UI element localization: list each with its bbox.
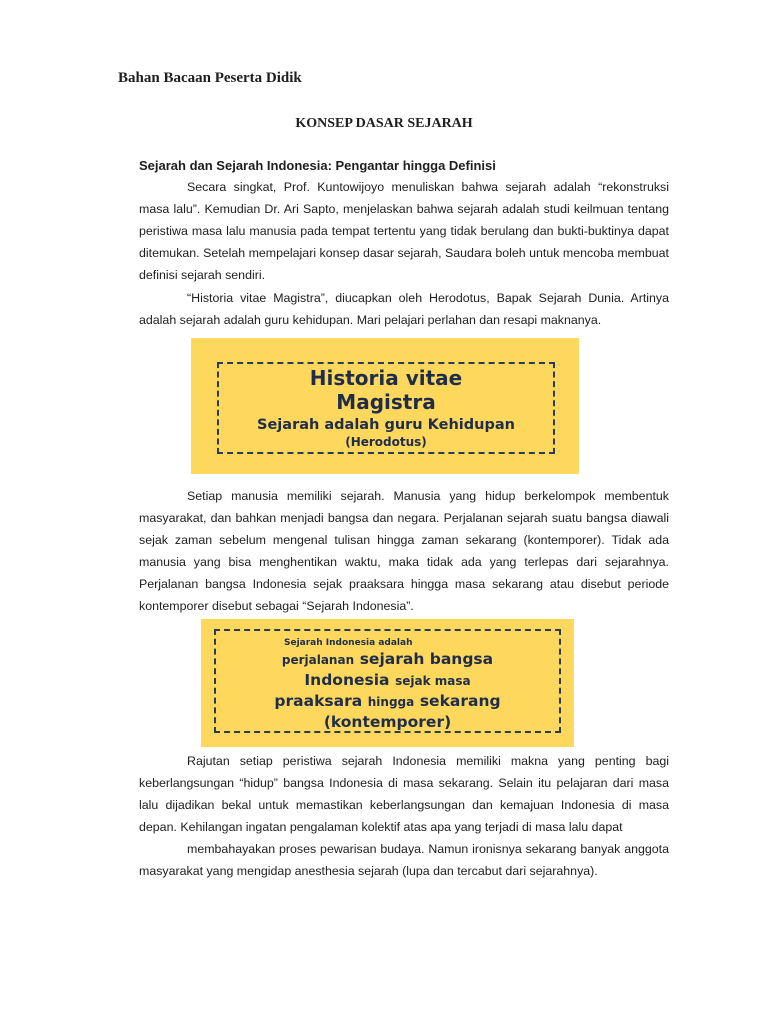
paragraph-2: “Historia vitae Magistra”, diucapkan oleh Herodotus, Bapak Sejarah Dunia. Artinya adalah sejarah adalah guru kehidupan. Mari pelajari perlahan dan resapi maknanya.: [139, 291, 669, 327]
banner-line-2: Magistra: [336, 390, 436, 414]
banner-text: sejarah bangsa: [359, 650, 494, 668]
banner-dashed-frame: [214, 629, 561, 733]
banner-text: Indonesia: [304, 671, 390, 689]
banner-line-3: Sejarah adalah guru Kehidupan: [257, 417, 515, 433]
banner-text: praaksara: [274, 692, 363, 710]
sejarah-indonesia-banner: [201, 619, 574, 747]
document-header: Bahan Bacaan Peserta Didik: [118, 70, 302, 86]
banner-line-1: Historia vitae: [309, 366, 463, 390]
historia-banner: [191, 338, 579, 474]
banner-text: sekarang: [419, 692, 501, 710]
section-subtitle: Sejarah dan Sejarah Indonesia: Pengantar hingga Definisi: [139, 158, 496, 173]
paragraph-1: Secara singkat, Prof. Kuntowijoyo menuliskan bahwa sejarah adalah “rekonstruksi masa lalu”. Kemudian Dr. Ari Sapto, menjelaskan bahwa sejarah adalah studi keilmuan tentang peristiwa masa lalu manusia pada tempat tertentu yang tidak berulang dan bukti-buktinya dapat ditemukan. Setelah mempelajari konsep dasar sejarah, Saudara boleh untuk mencoba membuat definisi sejarah sendiri.: [139, 180, 669, 282]
paragraph-5: membahayakan proses pewarisan budaya. Namun ironisnya sekarang banyak anggota masyarakat yang mengidap anesthesia sejarah (lupa dan tercabut dari sejarahnya).: [139, 842, 669, 878]
banner-text: perjalanan: [281, 653, 355, 667]
banner-line-1: Sejarah Indonesia adalah: [284, 638, 413, 648]
banner-text: sejak masa: [395, 674, 471, 688]
banner-line-5: (kontemporer): [323, 713, 452, 731]
paragraph-3: Setiap manusia memiliki sejarah. Manusia yang hidup berkelompok membentuk masyarakat, dan bahkan menjadi bangsa dan negara. Perjalanan sejarah suatu bangsa diawali sejak zaman sebelum mengenal tulisan hingga zaman sekarang (kontemporer). Tidak ada manusia yang bisa menghentikan waktu, maka tidak ada yang terlepas dari sejarahnya. Perjalanan bangsa Indonesia sejak praaksara hingga masa sekarang atau disebut periode kontemporer disebut sebagai “Sejarah Indonesia”.: [139, 489, 669, 613]
banner-text: hingga: [367, 695, 415, 709]
paragraph-4: Rajutan setiap peristiwa sejarah Indonesia memiliki makna yang penting bagi keberlangsungan “hidup” bangsa Indonesia di masa sekarang. Selain itu pelajaran dari masa lalu dijadikan bekal untuk memastikan keberlangsungan dan kemajuan Indonesia di masa depan. Kehilangan ingatan pengalaman kolektif atas apa yang terjadi di masa lalu dapat: [139, 754, 669, 834]
banner-line-3: [304, 670, 470, 691]
banner-line-4: (Herodotus): [345, 435, 427, 449]
banner-line-4: [274, 691, 500, 712]
page-title: KONSEP DASAR SEJARAH: [295, 116, 473, 131]
banner-dashed-frame: [217, 362, 555, 454]
banner-line-2: [282, 649, 493, 670]
